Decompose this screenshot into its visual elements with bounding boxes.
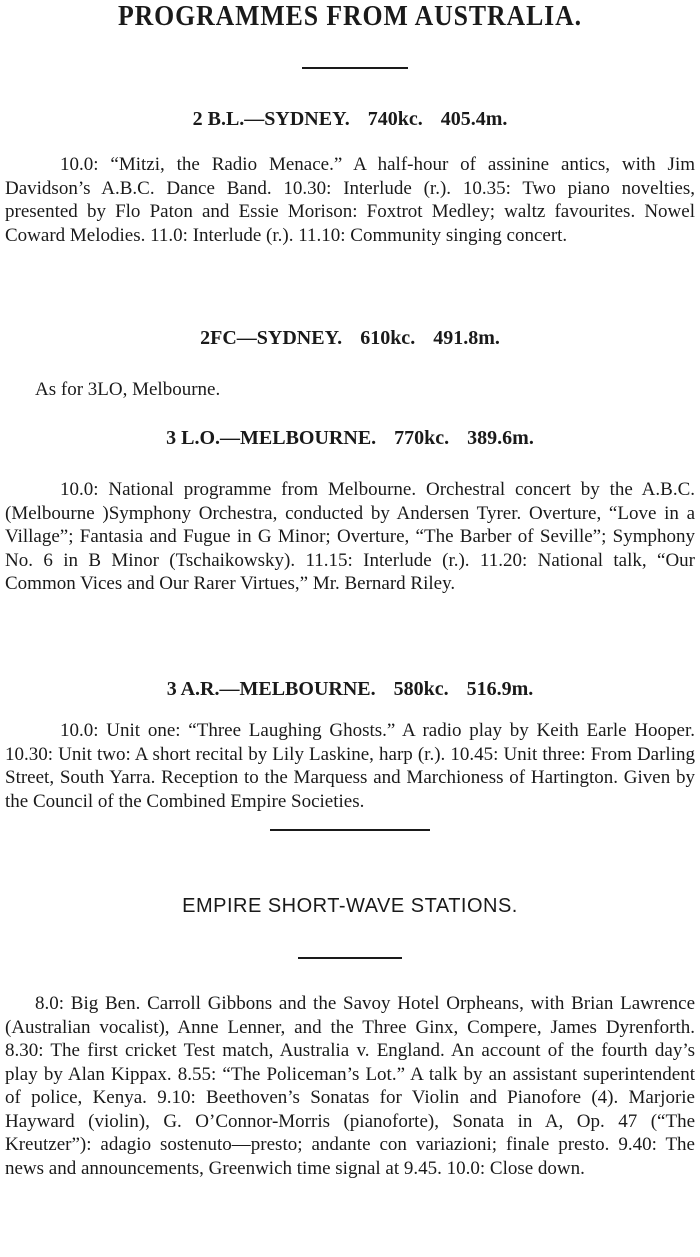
station-programme-2bl: 10.0: “Mitzi, the Radio Menace.” A half-hour of assinine antics, with Jim Davidson’s A.B.C. Dance Band. 10.30: Interlude (r.). 10.35: Two piano novelties, presented by Flo Paton and Essie Morison: Foxtrot Medley; waltz favourites. Nowel Coward Melodies. 11.0: Interlude (r.). 11.10: Community singing concert. xyxy=(5,154,695,246)
station-frequency: 580kc. xyxy=(393,678,449,700)
station-name: 2 B.L.—SYDNEY. xyxy=(192,108,350,130)
page-title: PROGRAMMES FROM AUSTRALIA. xyxy=(118,1,582,32)
station-programme-3ar: 10.0: Unit one: “Three Laughing Ghosts.” A radio play by Keith Earle Hooper. 10.30: Unit two: A short recital by Lily Laskine, harp (r.). 10.45: Unit three: From Darling Street, South Yarra. Reception to the Marquess and Marchioness of Hartington. Given by the Council of the Combined Empire Societies. xyxy=(5,720,695,812)
station-programme-2fc: As for 3LO, Melbourne. xyxy=(35,379,221,400)
station-heading-3ar xyxy=(0,676,700,702)
station-heading-2fc xyxy=(0,325,700,351)
station-wavelength: 516.9m. xyxy=(466,678,534,700)
station-frequency: 610kc. xyxy=(360,327,416,349)
station-wavelength: 405.4m. xyxy=(440,108,508,130)
station-name: 3 A.R.—MELBOURNE. xyxy=(166,678,376,700)
divider-middle xyxy=(270,829,430,831)
station-frequency: 740kc. xyxy=(367,108,423,130)
station-wavelength: 491.8m. xyxy=(433,327,500,349)
divider-top xyxy=(302,67,408,69)
station-frequency: 770kc. xyxy=(394,427,450,449)
station-heading-3lo xyxy=(0,425,700,451)
station-heading-2bl xyxy=(0,106,700,132)
station-name: 2FC—SYDNEY. xyxy=(200,327,343,349)
station-name: 3 L.O.—MELBOURNE. xyxy=(166,427,377,449)
empire-programme: 8.0: Big Ben. Carroll Gibbons and the Savoy Hotel Orpheans, with Brian Lawrence (Australian vocalist), Anne Lenner, and the Three Ginx, Compere, James Dyrenforth. 8.30: The first cricket Test match, Australia v. England. An account of the fourth day’s play by Alan Kippax. 8.55: “The Policeman’s Lot.” A talk by an assistant superintendent of police, Kenya. 9.10: Beethoven’s Sonatas for Violin and Pianofore (4). Marjorie Hayward (violin), G. O’Connor-Morris (pianoforte), Sonata in A, Op. 47 (“The Kreutzer”): adagio sostenuto—presto; andante con variazioni; finale presto. 9.40: The news and announcements, Greenwich time signal at 9.45. 10.0: Close down. xyxy=(5,993,695,1179)
divider-empire xyxy=(298,957,402,959)
station-programme-3lo: 10.0: National programme from Melbourne. Orchestral concert by the A.B.C. (Melbourne )Symphony Orchestra, conducted by Andersen Tyrer. Overture, “Love in a Village”; Fantasia and Fugue in G Minor; Overture, “The Barber of Seville”; Symphony No. 6 in B Minor (Tschaikowsky). 11.15: Interlude (r.). 11.20: National talk, “Our Common Vices and Our Rarer Virtues,” Mr. Bernard Riley. xyxy=(5,479,695,594)
empire-section-title: EMPIRE SHORT-WAVE STATIONS. xyxy=(182,895,518,917)
station-wavelength: 389.6m. xyxy=(467,427,534,449)
